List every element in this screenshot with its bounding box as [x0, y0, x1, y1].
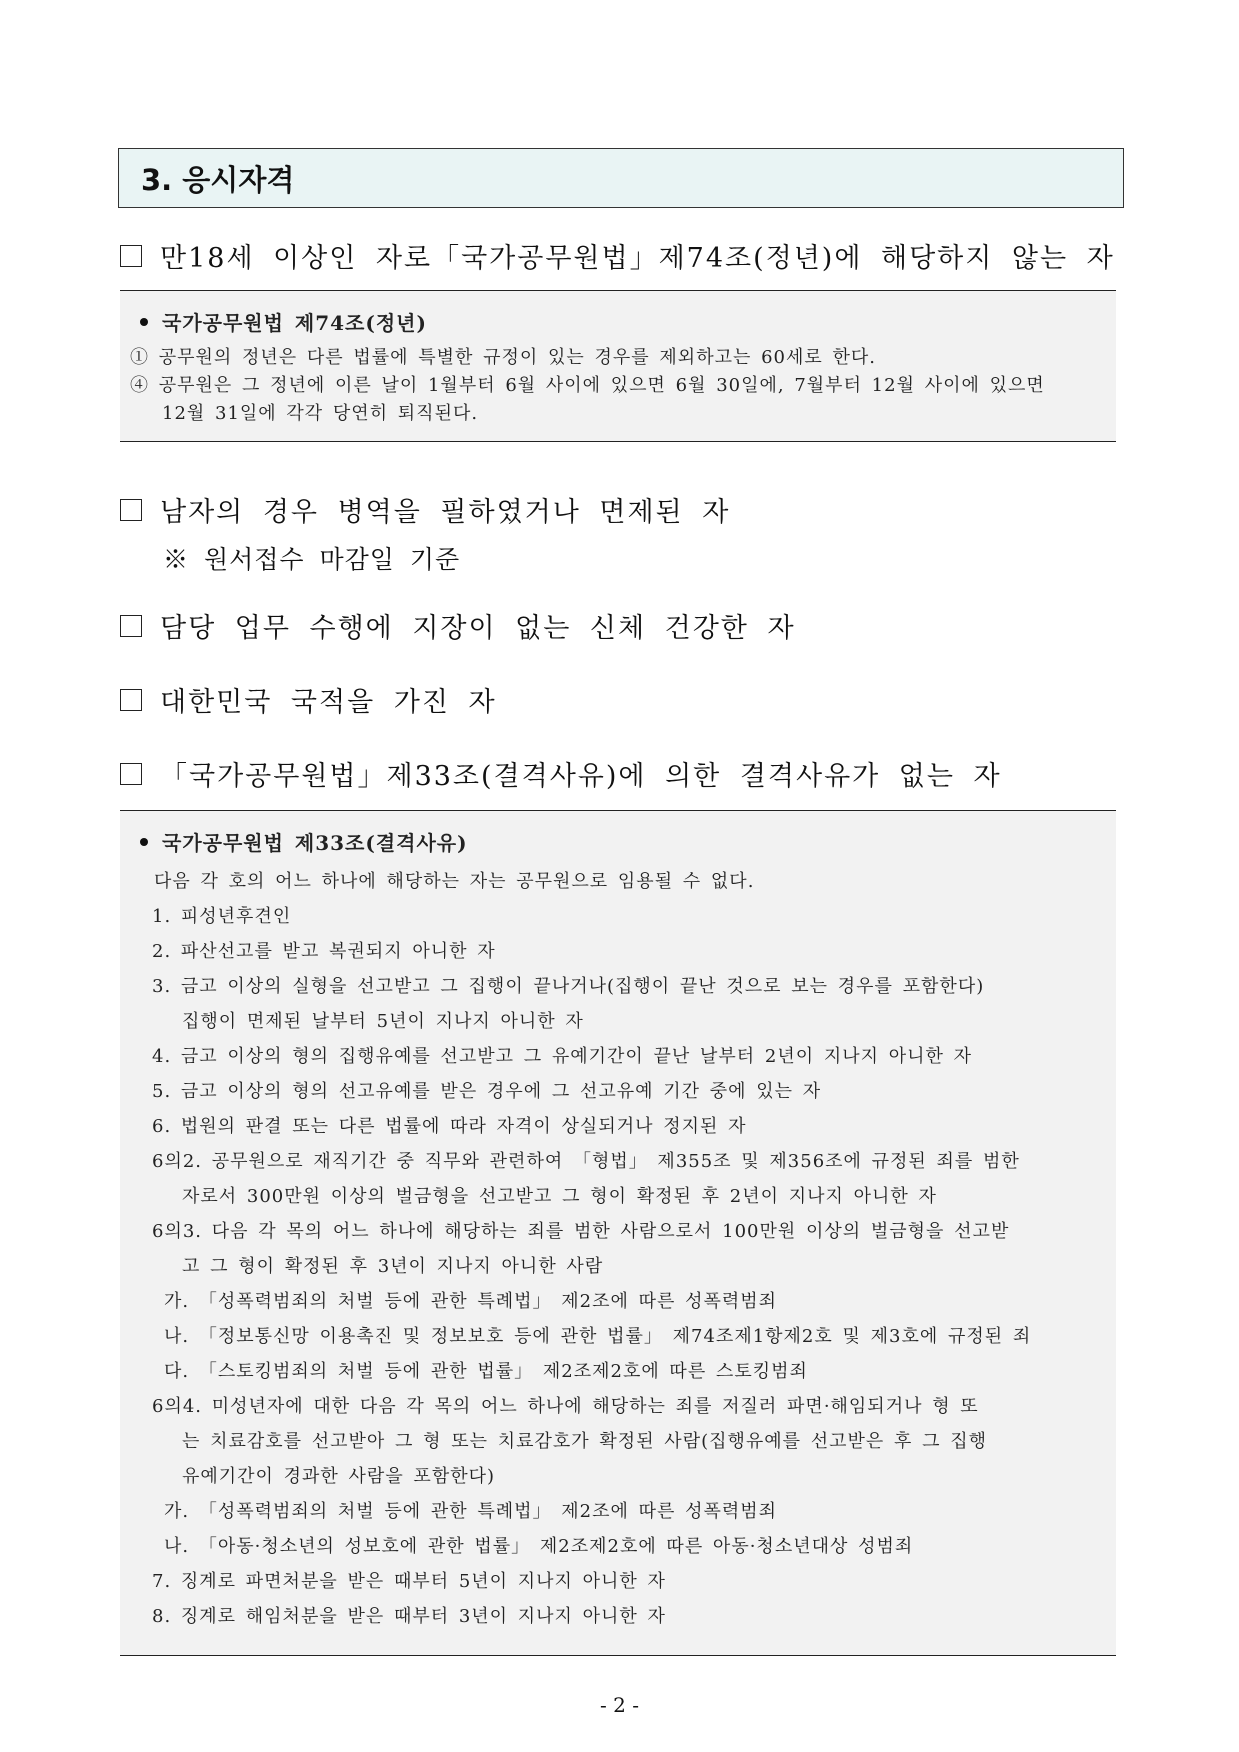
box-title — [140, 307, 427, 336]
box-title-text: 국가공무원법 제74조(정년) — [162, 311, 427, 335]
box-line: 가. 「성폭력범죄의 처벌 등에 관한 특례법」 제2조에 따른 성폭력범죄 — [164, 1291, 778, 1312]
box-title-text: 국가공무원법 제33조(결격사유) — [162, 831, 468, 855]
checkbox-icon — [120, 615, 142, 637]
box-line: 가. 「성폭력범죄의 처벌 등에 관한 특례법」 제2조에 따른 성폭력범죄 — [164, 1501, 778, 1522]
box-line: 7. 징계로 파면처분을 받은 때부터 5년이 지나지 아니한 자 — [152, 1571, 666, 1592]
box-line: 6의2. 공무원으로 재직기간 중 직무와 관련하여 「형법」 제355조 및 제356조에 규정된 죄를 범한 — [152, 1151, 1020, 1172]
box-line: 2. 파산선고를 받고 복권되지 아니한 자 — [152, 941, 496, 962]
box-line: 6. 법원의 판결 또는 다른 법률에 따라 자격이 상실되거나 정지된 자 — [152, 1116, 747, 1137]
criterion-health — [120, 606, 796, 645]
checkbox-icon — [120, 499, 142, 521]
box-line: 1. 피성년후견인 — [152, 906, 292, 927]
box-title — [140, 827, 468, 856]
criterion-text: 「국가공무원법」제33조(결격사유)에 의한 결격사유가 없는 자 — [160, 761, 1002, 792]
criterion-text: 만18세 이상인 자로「국가공무원법」제74조(정년)에 해당하지 않는 자 — [160, 243, 1115, 274]
criterion-text: 대한민국 국적을 가진 자 — [160, 687, 497, 718]
criterion-age — [120, 236, 1115, 275]
law-box-disqualification — [120, 810, 1116, 1656]
box-line: 12월 31일에 각각 당연히 퇴직된다. — [162, 403, 479, 424]
box-line: ① 공무원의 정년은 다른 법률에 특별한 규정이 있는 경우를 제외하고는 60세로 한다. — [130, 347, 876, 368]
box-line: 집행이 면제된 날부터 5년이 지나지 아니한 자 — [182, 1011, 584, 1032]
criterion-note: ※ 원서접수 마감일 기준 — [163, 545, 461, 574]
box-line: 6의3. 다음 각 목의 어느 하나에 해당하는 죄를 범한 사람으로서 100만원 이상의 벌금형을 선고받 — [152, 1221, 1010, 1242]
bullet-icon — [140, 318, 148, 326]
checkbox-icon — [120, 689, 142, 711]
box-line: 8. 징계로 해임처분을 받은 때부터 3년이 지나지 아니한 자 — [152, 1606, 666, 1627]
criterion-disqualification — [120, 754, 1002, 793]
box-line: 다음 각 호의 어느 하나에 해당하는 자는 공무원으로 임용될 수 없다. — [154, 871, 755, 892]
box-line: 자로서 300만원 이상의 벌금형을 선고받고 그 형이 확정된 후 2년이 지나지 아니한 자 — [182, 1186, 937, 1207]
box-line: 나. 「아동·청소년의 성보호에 관한 법률」 제2조제2호에 따른 아동·청소년대상 성범죄 — [164, 1536, 914, 1557]
section-header — [118, 148, 1124, 208]
checkbox-icon — [120, 245, 142, 267]
box-line: 5. 금고 이상의 형의 선고유예를 받은 경우에 그 선고유예 기간 중에 있는 자 — [152, 1081, 822, 1102]
box-line: 3. 금고 이상의 실형을 선고받고 그 집행이 끝나거나(집행이 끝난 것으로 보는 경우를 포함한다) — [152, 976, 985, 997]
box-line: ④ 공무원은 그 정년에 이른 날이 1월부터 6월 사이에 있으면 6월 30일에, 7월부터 12월 사이에 있으면 — [130, 375, 1045, 396]
criterion-text: 담당 업무 수행에 지장이 없는 신체 건강한 자 — [160, 613, 796, 644]
box-line: 는 치료감호를 선고받아 그 형 또는 치료감호가 확정된 사람(집행유예를 선고받은 후 그 집행 — [182, 1431, 988, 1452]
box-line: 나. 「정보통신망 이용촉진 및 정보보호 등에 관한 법률」 제74조제1항제2호 및 제3호에 규정된 죄 — [164, 1326, 1032, 1347]
criterion-military — [120, 490, 730, 529]
box-line: 고 그 형이 확정된 후 3년이 지나지 아니한 사람 — [182, 1256, 604, 1277]
criterion-text: 남자의 경우 병역을 필하였거나 면제된 자 — [160, 497, 731, 528]
box-line: 다. 「스토킹범죄의 처벌 등에 관한 법률」 제2조제2호에 따른 스토킹범죄 — [164, 1361, 808, 1382]
checkbox-icon — [120, 763, 142, 785]
criterion-nationality — [120, 680, 497, 719]
box-line: 6의4. 미성년자에 대한 다음 각 목의 어느 하나에 해당하는 죄를 저질러 파면·해임되거나 형 또 — [152, 1396, 979, 1417]
bullet-icon — [140, 838, 148, 846]
section-title: 3. 응시자격 — [141, 162, 295, 197]
law-box-retirement — [120, 290, 1116, 442]
page-number: - 2 - — [600, 1693, 639, 1717]
box-line: 유예기간이 경과한 사람을 포함한다) — [182, 1466, 496, 1487]
box-line: 4. 금고 이상의 형의 집행유예를 선고받고 그 유예기간이 끝난 날부터 2년이 지나지 아니한 자 — [152, 1046, 972, 1067]
